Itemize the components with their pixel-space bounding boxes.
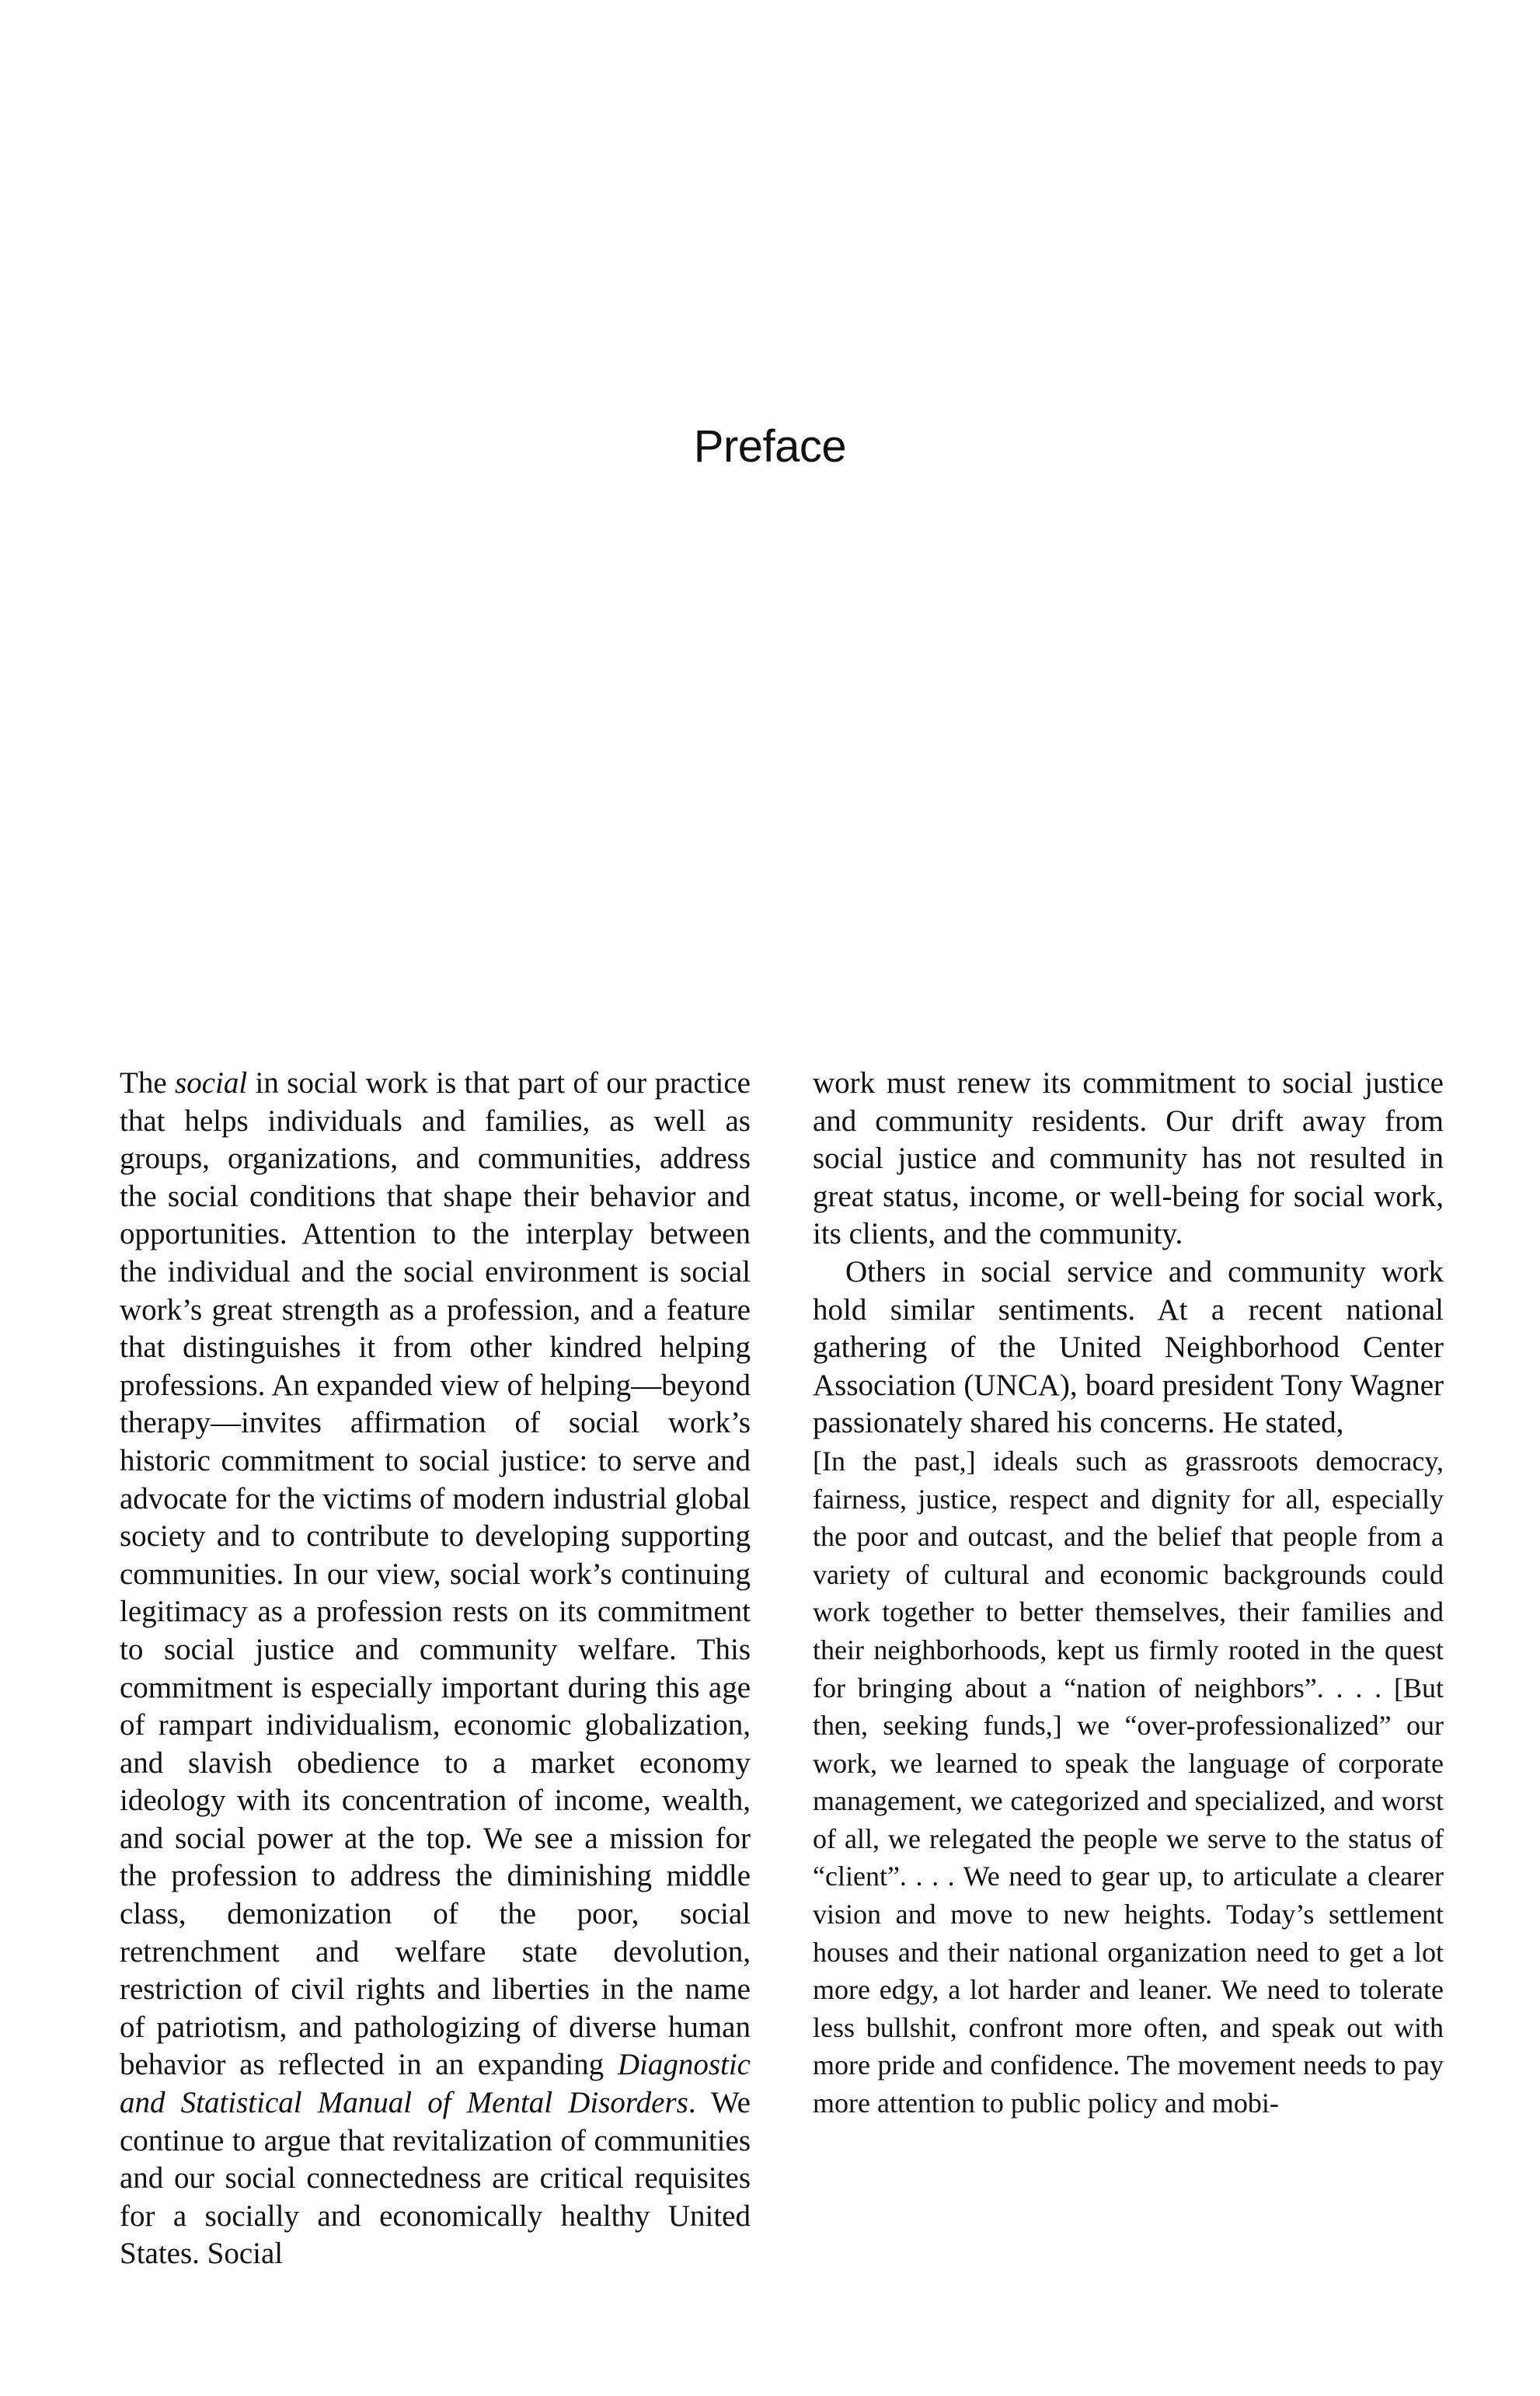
- block-quote-tony-wagner: [In the past,] ideals such as grassroots democracy, fairness, justice, respect and dignity for all, especially the poor and outcast, and the belief that people from a variety of cultural and economic backgrounds could work together to better themselves, their families and their neighborhoods, kept us firmly rooted in the quest for bringing about a “nation of neighbors”. . . . [But then, seeking funds,] we “over-professionalized” our work, we learned to speak the language of corporate management, we categorized and specialized, and worst of all, we relegated the people we serve to the status of “client”. . . . We need to gear up, to articulate a clearer vision and move to new heights. Today’s settlement houses and their national organization need to get a lot more edgy, a lot harder and leaner. We need to tolerate less bullshit, confront more often, and speak out with more pride and confidence. The movement needs to pay more attention to public policy and mobi-: [813, 1445, 1444, 2119]
- italic-social: social: [175, 1066, 248, 1100]
- left-column: [120, 1065, 751, 2273]
- paragraph-social-work-intro: [120, 1065, 751, 2273]
- page-title: Preface: [693, 421, 847, 472]
- text-segment: in social work is that part of our practice that helps individuals and families, as well as groups, organizations, and communities, address the social conditions that shape their behavior and opportunities. Attention to the interplay between the individual and the social environment is social work’s great strength as a profession, and a feature that distinguishes it from other kindred helping professions. An expanded view of helping—beyond therapy—invites affirmation of social work’s historic commitment to social justice: to serve and advocate for the victims of modern industrial global society and to contribute to developing supporting communities. In our view, social work’s continuing legitimacy as a profession rests on its commitment to social justice and community welfare. This commitment is especially important during this age of rampart individualism, economic globalization, and slavish obedience to a market economy ideology with its concentration of income, wealth, and social power at the top. We see a mission for the profession to address the diminishing middle class, demonization of the poor, social retrenchment and welfare state devolution, restriction of civil rights and liberties in the name of patriotism, and pathologizing of diverse human behavior as reflected in an expanding: [120, 1066, 751, 2082]
- paragraph-others-sentiments: Others in social service and community work hold similar sentiments. At a recent national gathering of the United Neighborhood Center Association (UNCA), board president Tony Wagner passionately shared his concerns. He stated,: [813, 1254, 1444, 1440]
- right-column: [813, 1065, 1444, 2122]
- italic-dsm-title: Diagnostic and Statistical Manual of Mental Disorders: [120, 2048, 751, 2120]
- paragraph-continuation: work must renew its commitment to social justice and community residents. Our drift away from social justice and community has not resulted in great status, income, or well-being for social work, its clients, and the community.: [813, 1066, 1444, 1251]
- text-segment: The: [120, 1066, 176, 1100]
- text-segment: . We continue to argue that revitalization of communities and our social connectedness are critical requisites for a socially and economically healthy United States. Social: [120, 2086, 751, 2271]
